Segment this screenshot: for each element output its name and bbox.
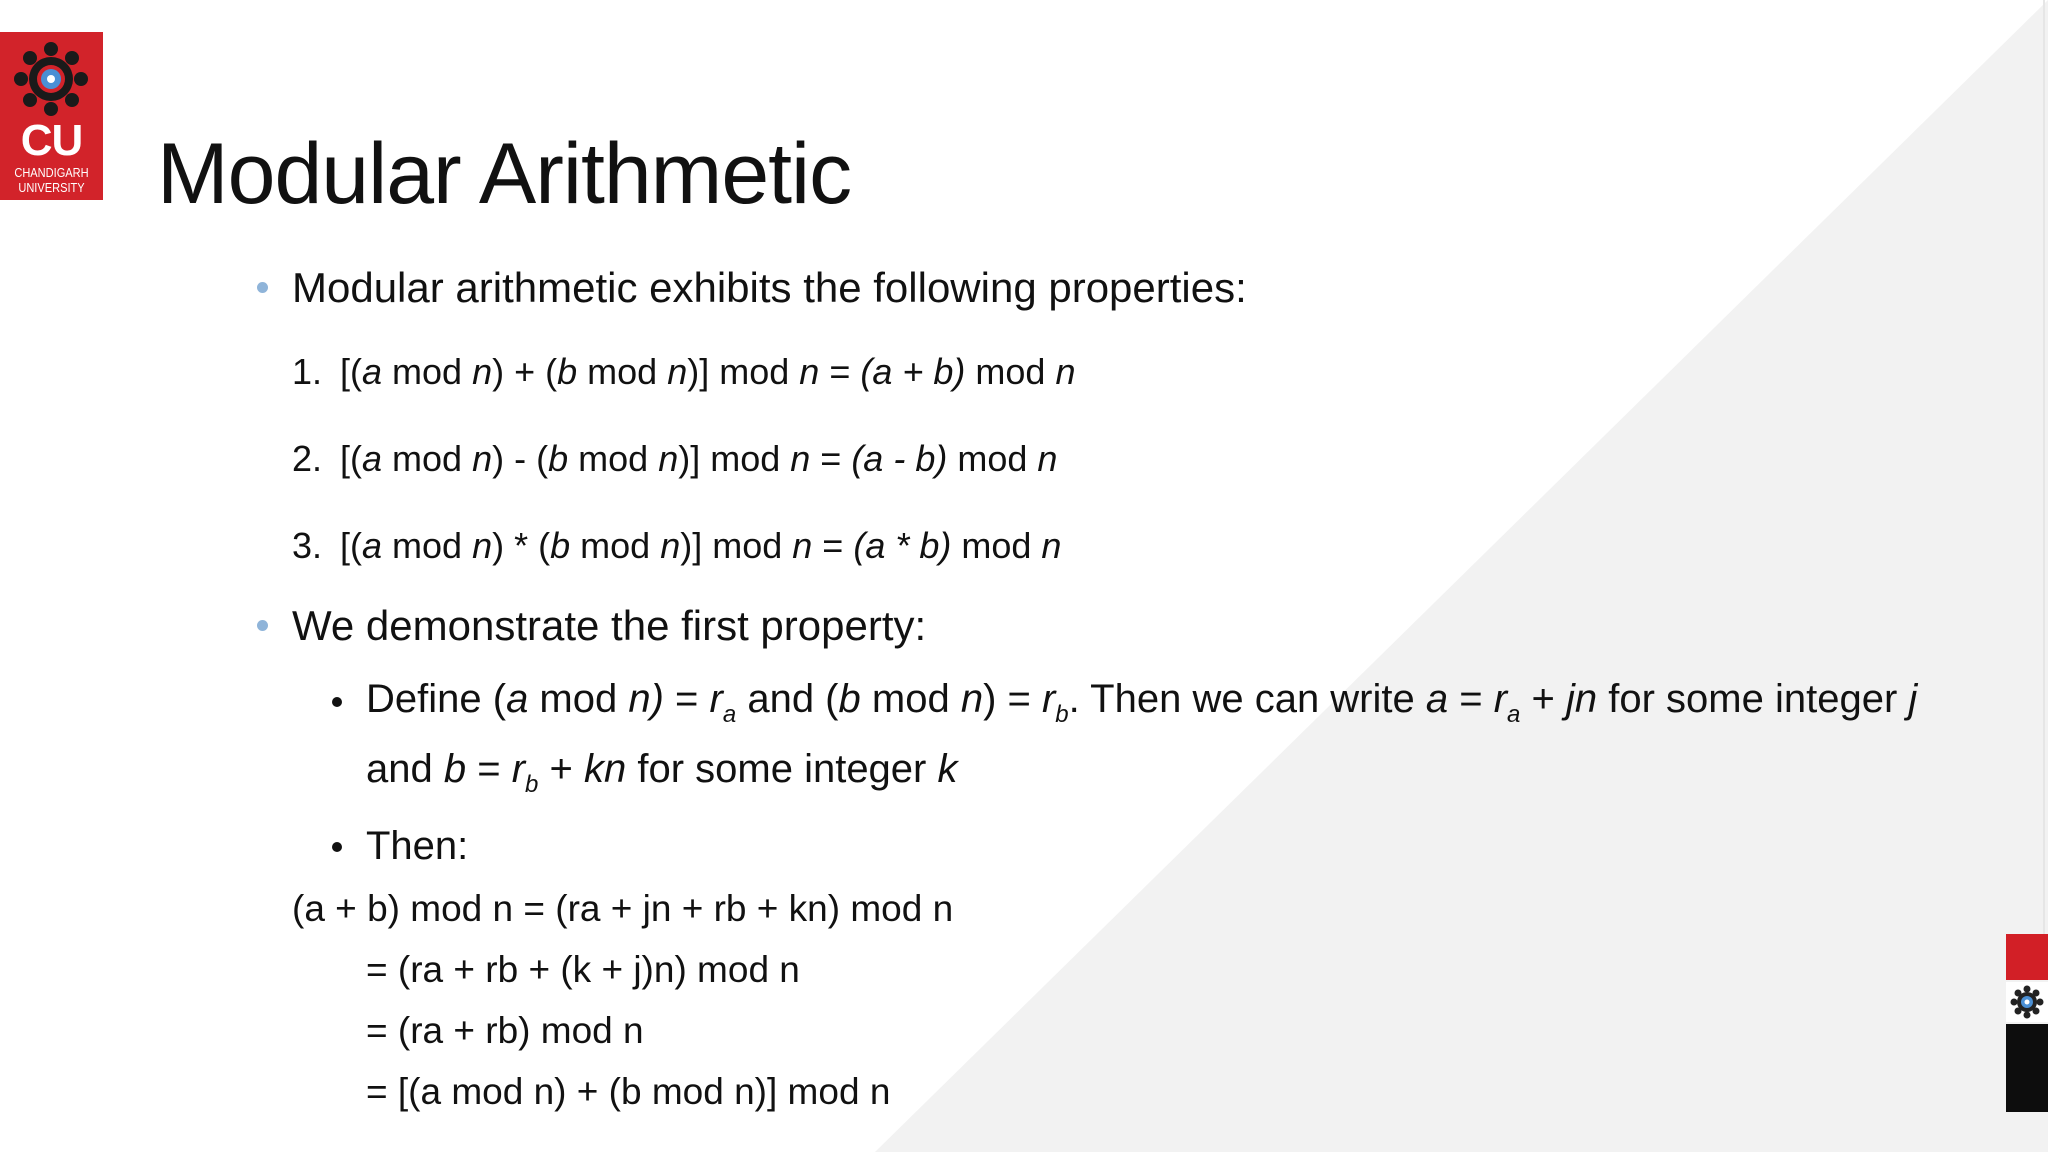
logo-mark: CU <box>20 116 83 165</box>
bullet-demonstrate: We demonstrate the first property: <box>292 602 927 649</box>
gear-wheel-emblem-icon <box>12 40 90 118</box>
bullet-dot <box>257 282 268 293</box>
side-red-block <box>2006 934 2048 980</box>
sub-bullet-dot <box>332 842 342 852</box>
then-label: Then: <box>366 824 469 868</box>
side-black-block <box>2006 1024 2048 1112</box>
logo-subtitle: CHANDIGARH UNIVERSITY <box>14 165 89 195</box>
bullet-dot <box>257 620 268 631</box>
gear-icon <box>2006 982 2048 1022</box>
property-1: 1. [(a mod n) + (b mod n)] mod n = (a + b) mod n <box>292 351 1076 392</box>
right-border-line <box>2043 0 2045 934</box>
define-line-2: and $b = r_b$ + kn for some integer k <box>366 747 958 798</box>
define-line-1: Define (a mod $n) = r_a$ and (b mod $n) = r_b$. Then we can write $a = r_a$ + jn for some integer j <box>366 677 1918 728</box>
calc-line-1: (a + b) mod n = (ra + jn + rb + kn) mod n <box>292 888 954 929</box>
property-2: 2. [(a mod n) - (b mod n)] mod n = (a - b) mod n <box>292 438 1058 479</box>
calc-line-2: = (ra + rb + (k + j)n) mod n <box>366 949 800 990</box>
slide-title: Modular Arithmetic <box>157 126 852 222</box>
university-logo <box>0 32 103 200</box>
calc-line-3: = (ra + rb) mod n <box>366 1010 644 1051</box>
bullet-properties: Modular arithmetic exhibits the following properties: <box>292 264 1247 311</box>
property-3: 3. [(a mod n) * (b mod n)] mod n = (a * b) mod n <box>292 525 1062 566</box>
calc-line-4: = [(a mod n) + (b mod n)] mod n <box>366 1071 891 1112</box>
sub-bullet-dot <box>332 697 342 707</box>
